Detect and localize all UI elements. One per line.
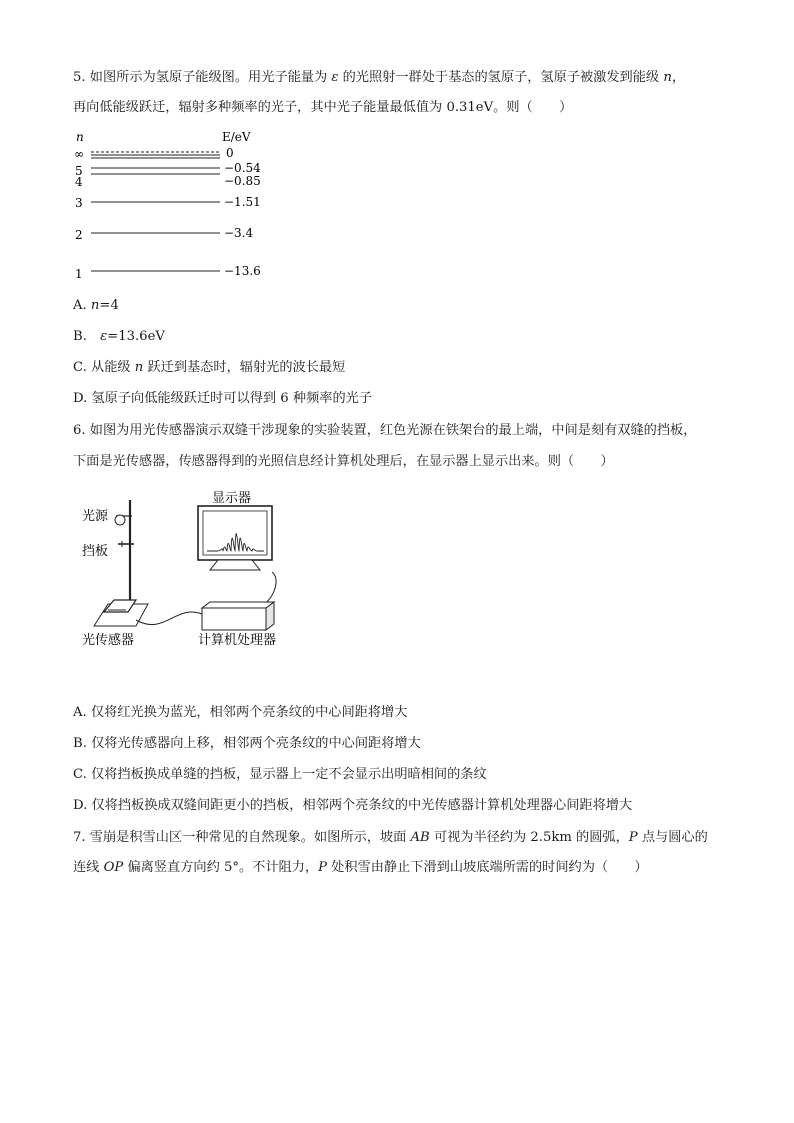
level-n-4: 4 — [75, 175, 83, 189]
level-n-1: 1 — [75, 267, 83, 280]
baffle-plate — [118, 541, 134, 547]
level-e-2: −3.4 — [224, 226, 254, 240]
q5-option-a: A. n=4 — [73, 298, 119, 313]
level-e-inf: 0 — [226, 146, 234, 160]
double-slit-apparatus-figure — [80, 486, 310, 654]
n-symbol: n — [663, 70, 672, 85]
level-n-3: 3 — [75, 196, 83, 210]
energy-axis-header: E/eV — [222, 130, 251, 144]
label-light-sensor: 光传感器 — [82, 633, 135, 648]
q6-option-b: B. 仅将光传感器向上移，相邻两个亮条纹的中心间距将增大 — [73, 736, 421, 751]
level-e-3: −1.51 — [224, 195, 261, 209]
q5-option-d: D. 氢原子向低能级跃迁时可以得到 6 种频率的光子 — [73, 391, 373, 406]
q5-stem-line2: 再向低能级跃迁，辐射多种频率的光子，其中光子能量最低值为 0.31eV。则（ ） — [73, 100, 573, 115]
level-e-1: −13.6 — [224, 264, 261, 278]
label-baffle: 挡板 — [82, 544, 109, 559]
q7-stem-line1: 7. 雪崩是积雪山区一种常见的自然现象。如图所示，坡面 AB 可视为半径约为 2.5km 的圆弧，P 点与圆心的 — [73, 830, 708, 845]
epsilon-symbol: ε — [331, 70, 339, 85]
q6-option-d: D. 仅将挡板换成双缝间距更小的挡板，相邻两个亮条纹的中光传感器计算机处理器心间距将增大 — [73, 798, 633, 813]
energy-level-diagram — [72, 128, 272, 280]
q6-stem-line2: 下面是光传感器，传感器得到的光照信息经计算机处理后，在显示器上显示出来。则（ ） — [73, 454, 614, 469]
q5-option-b: B. ε=13.6eV — [73, 329, 165, 344]
q6-option-c: C. 仅将挡板换成单缝的挡板，显示器上一定不会显示出明暗相间的条纹 — [73, 767, 487, 782]
level-n-inf: ∞ — [74, 147, 84, 161]
display-monitor — [198, 506, 272, 570]
label-light-source: 光源 — [82, 509, 109, 524]
q5-stem-line1: 5. 如图所示为氢原子能级图。用光子能量为 ε 的光照射一群处于基态的氢原子，氢原子被激发到能级 n， — [73, 70, 685, 85]
label-display: 显示器 — [212, 491, 252, 506]
q6-option-a: A. 仅将红光换为蓝光，相邻两个亮条纹的中心间距将增大 — [73, 705, 408, 720]
level-n-5: 5 — [75, 164, 83, 178]
sensor-cable — [136, 612, 202, 625]
n-axis-header: n — [76, 130, 84, 144]
level-e-5: −0.54 — [224, 161, 261, 175]
q6-stem-line1: 6. 如图为用光传感器演示双缝干涉现象的实验装置，红色光源在铁架台的最上端，中间是刻有双缝的挡板， — [73, 423, 697, 438]
q5-option-c: C. 从能级 n 跃迁到基态时，辐射光的波长最短 — [73, 360, 346, 375]
label-processor: 计算机处理器 — [198, 633, 277, 648]
q7-stem-line2: 连线 OP 偏离竖直方向约 5°。不计阻力，P 处积雪由静止下滑到山坡底端所需的时间约为（ ） — [73, 860, 648, 875]
display-cable — [262, 572, 276, 606]
computer-processor — [202, 602, 274, 630]
level-e-4: −0.85 — [224, 174, 261, 188]
level-n-2: 2 — [75, 228, 83, 242]
